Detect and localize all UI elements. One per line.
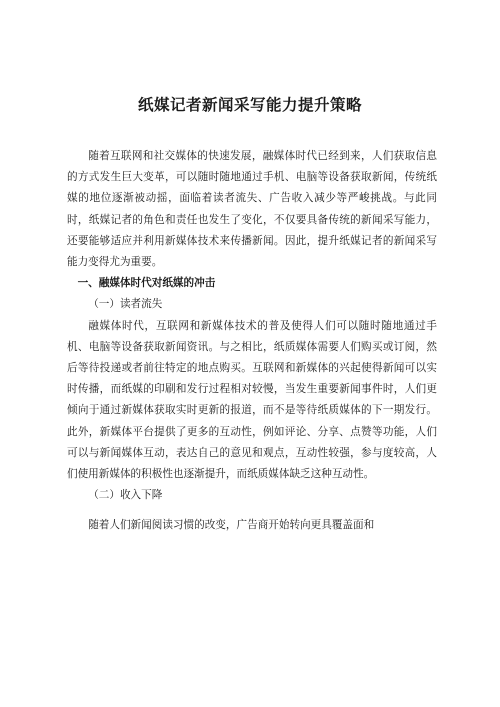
subsection-paragraph: 融媒体时代，互联网和新媒体技术的普及使得人们可以随时随地通过手机、电脑等设备获取新闻资讯。与之相比，纸质媒体需要人们购买或订阅，然后等待投递或者前往特定的地点购买。互联网和新媒体的兴起使得新闻可以实时传播，而纸媒的印刷和发行过程相对较慢，当发生重要新闻事件时，人们更倾向于通过新媒体获取实时更新的报道，而不是等待纸质媒体的下一期发行。此外，新媒体平台提供了更多的互动性，例如评论、分享、点赞等功能，人们可以与新闻媒体互动，表达自己的意见和观点，互动性较强，参与度较高，人们使用新媒体的积极性也逐渐提升，而纸质媒体缺乏这种互动性。 — [67, 319, 437, 481]
document-body — [67, 146, 437, 537]
document-title: 纸媒记者新闻采写能力提升策略 — [137, 96, 362, 114]
subsection-heading: （二）收入下降 — [88, 489, 163, 502]
subsection-heading: （一）读者流失 — [88, 298, 163, 311]
intro-paragraph: 随着互联网和社交媒体的快速发展，融媒体时代已经到来，人们获取信息的方式发生巨大变革，可以随时随地通过手机、电脑等设备获取新闻，传统纸媒的地位逐渐被动摇，面临着读者流失、广告收入减少等严峻挑战。与此同时，纸媒记者的角色和责任也发生了变化，不仅要具备传统的新闻采写能力，还要能够适应并利用新媒体技术来传播新闻。因此，提升纸媒记者的新闻采写能力变得尤为重要。 — [67, 150, 437, 269]
subsection-paragraph: 随着人们新闻阅读习惯的改变，广告商开始转向更具覆盖面和 — [88, 519, 375, 532]
section-heading: 一、融媒体时代对纸媒的冲击 — [77, 277, 216, 290]
